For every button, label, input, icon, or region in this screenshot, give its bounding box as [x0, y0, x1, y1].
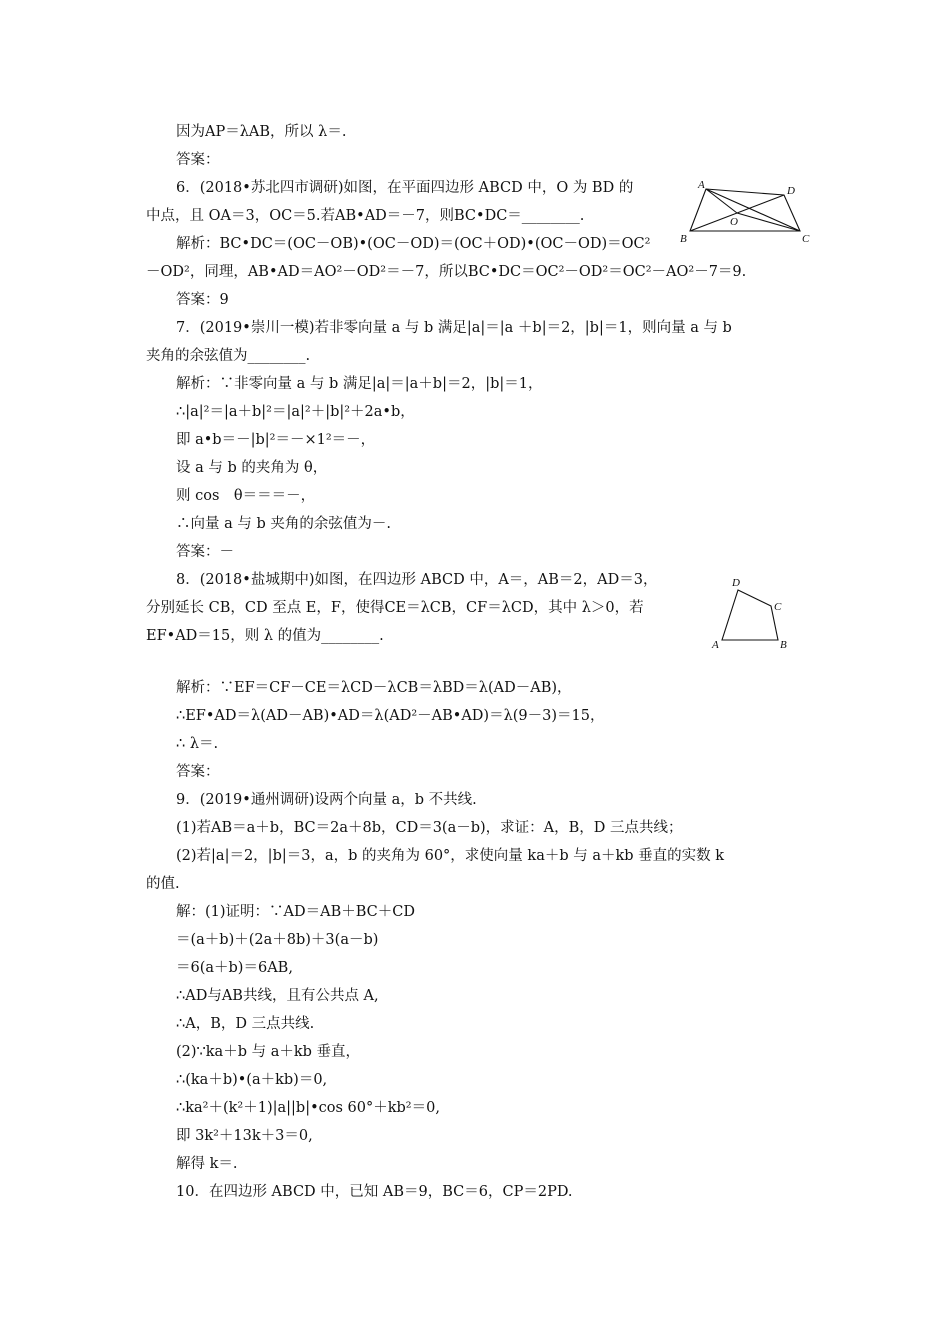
quadrilateral-diagram-q6 [676, 180, 812, 248]
question-10-line: 10．在四边形 ABCD 中，已知 AB＝9，BC＝6，CP＝2PD. [176, 1184, 573, 1200]
label-a: A [698, 180, 705, 191]
text-line: 即 3k²＋13k＋3＝0, [176, 1128, 313, 1144]
text-line: 解得 k＝. [176, 1156, 238, 1172]
label-d: D [732, 577, 740, 589]
text-line: 解：(1)证明：∵AD＝AB＋BC＋CD [176, 904, 416, 920]
text-line: 设 a 与 b 的夹角为 θ， [176, 460, 328, 476]
text-line: EF•AD＝15，则 λ 的值为________. [146, 628, 384, 644]
quadrilateral-diagram-q8 [706, 574, 802, 654]
text-line: (2)∵ka＋b 与 a＋kb 垂直， [176, 1044, 361, 1060]
label-o: O [730, 216, 738, 228]
text-line: 的值. [146, 876, 180, 892]
text-line: 答案：－ [176, 544, 234, 560]
label-b: B [680, 233, 687, 245]
text-line: 答案： [176, 152, 220, 168]
label-c: C [802, 233, 810, 245]
text-line: ∴(ka＋b)•(a＋kb)＝0, [176, 1072, 328, 1088]
question-9-line: 9．(2019•通州调研)设两个向量 a，b 不共线. [176, 792, 477, 808]
text-line: ∴ka²＋(k²＋1)|a||b|•cos 60°＋kb²＝0, [176, 1100, 440, 1116]
text-line: 夹角的余弦值为________. [146, 348, 311, 364]
text-line: 因为AP＝λAB，所以 λ＝. [176, 124, 347, 140]
text-line: 答案： [176, 764, 220, 780]
text-line: ∴|a|²＝|a＋b|²＝|a|²＋|b|²＋2a•b， [176, 404, 415, 420]
label-c: C [774, 601, 782, 613]
text-line: ∴EF•AD＝λ(AD－AB)•AD＝λ(AD²－AB•AD)＝λ(9－3)＝15， [176, 708, 605, 724]
question-8-line: 8．(2018•盐城期中)如图，在四边形 ABCD 中，A＝，AB＝2，AD＝3， [176, 572, 658, 588]
text-line: 则 cos θ＝＝＝－， [176, 488, 316, 504]
text-line: 答案：9 [176, 292, 229, 308]
label-d: D [787, 185, 795, 197]
question-7-line: 7．(2019•崇川一模)若非零向量 a 与 b 满足|a|＝|a ＋b|＝2，|b|＝1，则向量 a 与 b [176, 320, 732, 336]
text-line: (2)若|a|＝2，|b|＝3，a，b 的夹角为 60°，求使向量 ka＋b 与 a＋kb 垂直的实数 k [176, 848, 725, 864]
text-line: ∴ λ＝. [176, 736, 219, 752]
text-line: 即 a•b＝－|b|²＝－×1²＝－， [176, 432, 376, 448]
text-line: 分别延长 CB，CD 至点 E，F，使得CE＝λCB，CF＝λCD，其中 λ＞0，若 [146, 600, 644, 616]
text-line: ∴A，B，D 三点共线. [176, 1016, 315, 1032]
text-line: ＝6(a＋b)＝6AB, [176, 960, 293, 976]
text-line: 解析：BC•DC＝(OC－OB)•(OC－OD)＝(OC＋OD)•(OC－OD)＝OC² [176, 236, 651, 252]
text-line: 解析：∵非零向量 a 与 b 满足|a|＝|a＋b|＝2，|b|＝1， [176, 376, 543, 392]
text-line: ∴向量 a 与 b 夹角的余弦值为－. [176, 516, 391, 532]
question-6-line: 6．(2018•苏北四市调研)如图，在平面四边形 ABCD 中，O 为 BD 的 [176, 180, 634, 196]
label-a: A [712, 639, 719, 651]
label-b: B [780, 639, 787, 651]
text-line: －OD²，同理，AB•AD＝AO²－OD²＝－7，所以BC•DC＝OC²－OD²＝OC²－AO²－7＝9. [146, 264, 747, 280]
text-line: 中点，且 OA＝3，OC＝5.若AB•AD＝－7，则BC•DC＝________. [146, 208, 585, 224]
text-line: (1)若AB＝a＋b，BC＝2a＋8b，CD＝3(a－b)，求证：A，B，D 三点共线； [176, 820, 683, 836]
text-line: ∴AD与AB共线，且有公共点 A, [176, 988, 379, 1004]
text-line: ＝(a＋b)＋(2a＋8b)＋3(a－b) [176, 932, 379, 948]
text-line: 解析：∵EF＝CF－CE＝λCD－λCB＝λBD＝λ(AD－AB)， [176, 680, 572, 696]
